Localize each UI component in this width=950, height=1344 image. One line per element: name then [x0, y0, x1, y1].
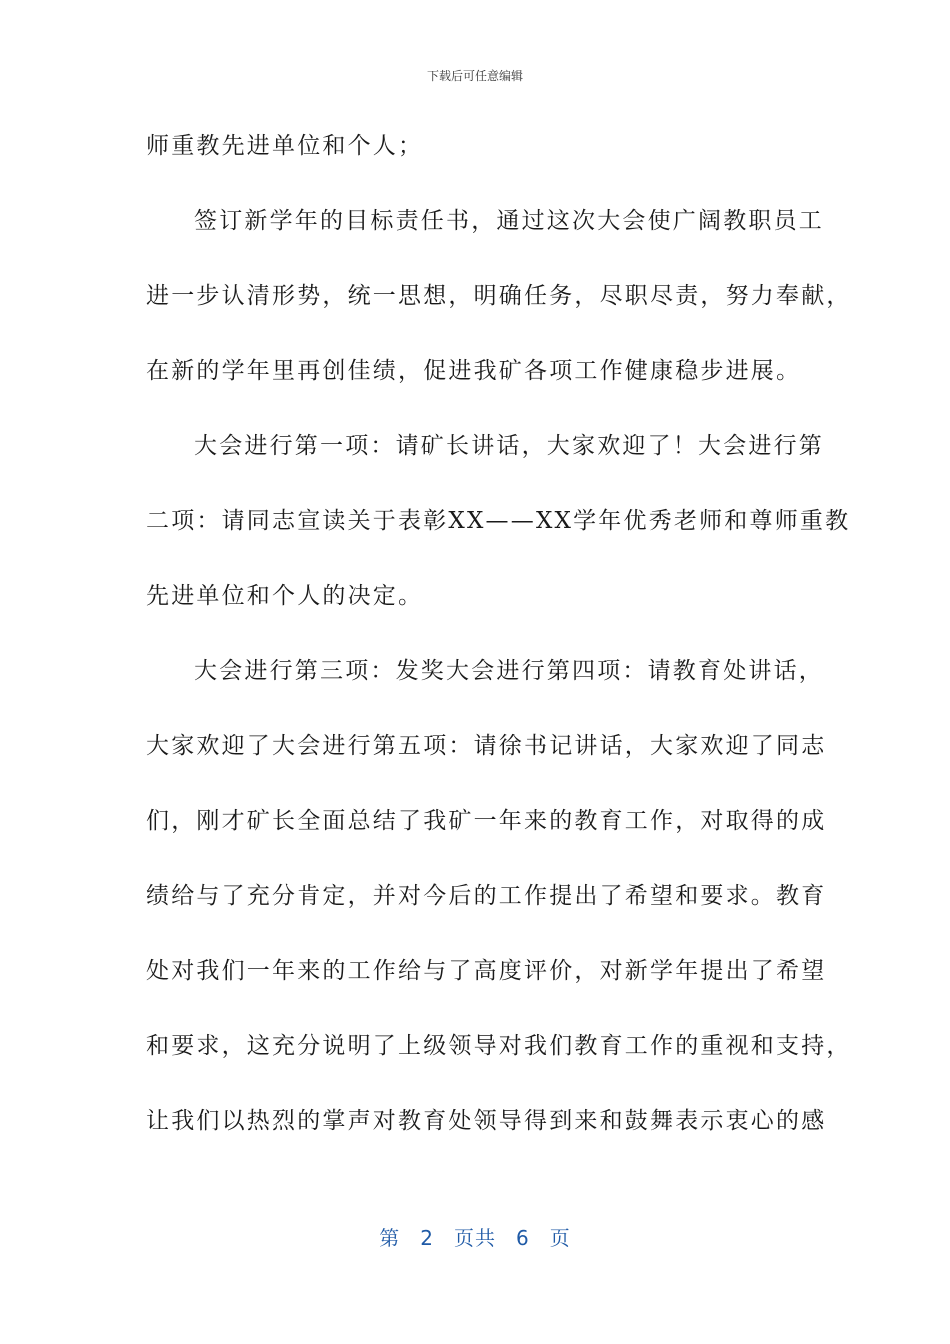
footer-suffix: 页: [549, 1226, 571, 1250]
paragraph-line: 大会进行第一项：请矿长讲话，大家欢迎了！大会进行第: [194, 433, 824, 459]
footer-middle: 页共: [454, 1226, 496, 1250]
document-body: [146, 120, 852, 1170]
paragraph-line: 在新的学年里再创佳绩，促进我矿各项工作健康稳步进展。: [146, 358, 802, 384]
paragraph-line: 让我们以热烈的掌声对教育处领导得到来和鼓舞表示衷心的感: [146, 1108, 827, 1134]
paragraph-line: 处对我们一年来的工作给与了高度评价，对新学年提出了希望: [146, 958, 827, 984]
footer-prefix: 第: [379, 1226, 401, 1250]
paragraph-line: 大家欢迎了大会进行第五项：请徐书记讲话，大家欢迎了同志: [146, 733, 827, 759]
paragraph-line: 绩给与了充分肯定，并对今后的工作提出了希望和要求。教育: [146, 883, 827, 909]
paragraph-line: 师重教先进单位和个人；: [146, 133, 424, 159]
paragraph-line: 们，刚才矿长全面总结了我矿一年来的教育工作，对取得的成: [146, 808, 827, 834]
paragraph-line: 进一步认清形势，统一思想，明确任务，尽职尽责，努力奉献，: [146, 283, 852, 309]
footer-total-pages: 6: [516, 1226, 530, 1250]
page-footer: [0, 1224, 950, 1252]
paragraph-line: 二项：请同志宣读关于表彰XX——XX学年优秀老师和尊师重教: [146, 508, 851, 534]
page-header-note: 下载后可任意编辑: [426, 69, 523, 83]
paragraph-line: 签订新学年的目标责任书，通过这次大会使广阔教职员工: [194, 208, 824, 234]
paragraph-line: 先进单位和个人的决定。: [146, 583, 424, 609]
footer-current-page: 2: [420, 1226, 434, 1250]
paragraph-line: 和要求，这充分说明了上级领导对我们教育工作的重视和支持，: [146, 1033, 852, 1059]
paragraph-line: 大会进行第三项：发奖大会进行第四项：请教育处讲话，: [194, 658, 824, 684]
